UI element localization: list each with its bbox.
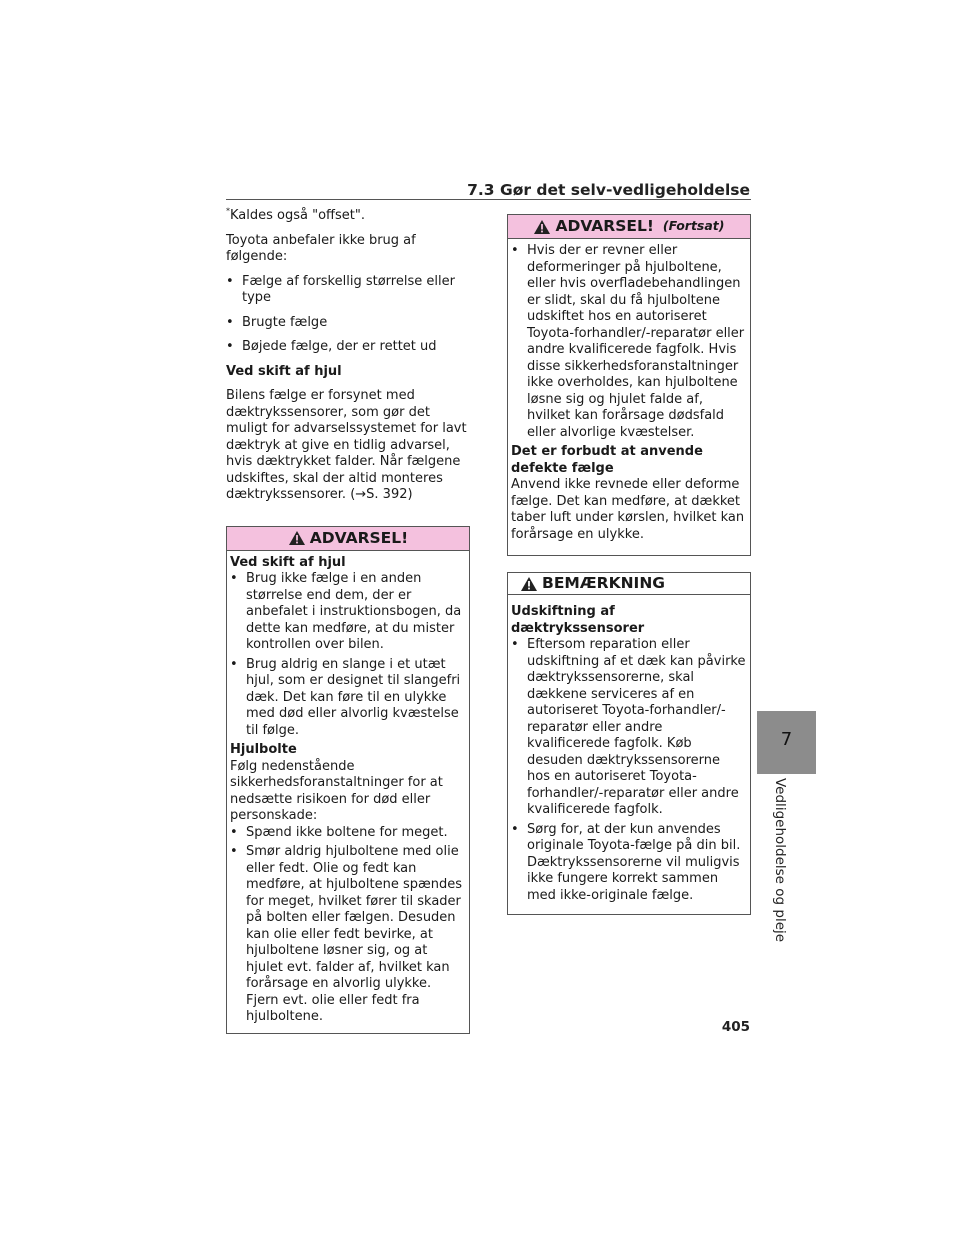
- warning-subheading: Ved skift af hjul: [230, 554, 346, 570]
- warning-body: [227, 551, 469, 1033]
- footnote-mark: *: [226, 206, 230, 216]
- list-item: • Sørg for, at der kun anvendes originale Toyota-fælge på din bil. Dæktrykssensorerne vil muligvis ikke fungere korrekt sammen med ikke-originale fælge.: [511, 821, 741, 903]
- list-item: • Hvis der er revner eller deformeringer på hjulboltene, eller hvis overfladebehandlingen er slidt, skal du få hjulboltene udskiftet hos en autoriseret Toyota-forhandler/-reparatør eller andre kvalificerede fagfolk. Hvis disse sikkerhedsforanstaltninger ikke overholdes, kan hjulboltene løsne sig og hjulet falde af, hvilket kan forårsage dødsfald eller alvorlige kvæstelser.: [511, 243, 745, 440]
- list-item: • Brug aldrig en slange i et utæt hjul, som er designet til slangefri dæk. Det kan føre til en ulykke med død eller alvorlig kvæstelse til følge.: [230, 656, 461, 738]
- warning-box: [226, 526, 470, 1034]
- chapter-label: Vedligeholdelse og pleje: [772, 778, 788, 943]
- list-item: • Bøjede fælge, der er rettet ud: [226, 339, 437, 354]
- section-title: 7.3 Gør det selv-vedligeholdelse: [467, 181, 750, 199]
- warning-continued-header: [508, 215, 750, 239]
- warning-triangle-icon: [288, 530, 306, 546]
- header-rule: [226, 199, 751, 200]
- note-body: [508, 595, 750, 914]
- list-item: • Fælge af forskellig størrelse eller type: [226, 273, 455, 305]
- chapter-number: 7: [780, 729, 793, 750]
- left-column: [226, 208, 470, 1034]
- intro-text: Toyota anbefaler ikke brug af følgende:: [226, 232, 416, 264]
- list-item: • Smør aldrig hjulboltene med olie eller fedt. Olie og fedt kan medføre, at hjulboltene spændes for meget, hvilket fører til skader på bolten eller fælgen. Desuden kan olie eller fedt bevirke, at hjulboltene løsner sig, og at hjulet evt. falder af, hvilket kan forårsage en alvorlig ulykke. Fjern evt. olie eller fedt fra hjulboltene.: [230, 844, 462, 1024]
- warning-subheading: Hjulbolte: [230, 742, 297, 757]
- list-item: • Brug ikke fælge i en anden størrelse end dem, der er anbefalet i instruktionsbogen, da dette kan medføre, at du mister kontrollen over bilen.: [230, 571, 462, 652]
- warning-title: ADVARSEL!: [555, 217, 654, 236]
- page-number: 405: [721, 1019, 750, 1035]
- warning-continued-body: [508, 239, 750, 555]
- warning-title: ADVARSEL!: [309, 528, 409, 547]
- list-item: • Brugte fælge: [226, 314, 328, 330]
- warning-paragraph: Følg nedenstående sikkerhedsforanstaltninger for at nedsætte risikoen for død eller personskade:: [230, 758, 443, 823]
- warning-triangle-icon: [533, 219, 551, 235]
- wheel-paragraph: Bilens fælge er forsynet med dæktrykssensorer, som gør det muligt for advarselssystemet for lavt dæktryk at give en tidlig advarsel, hvis dæktrykket falder. Når fælgene udskiftes, skal der altid monteres dæktrykssensorer. (→S. 392): [226, 388, 467, 502]
- note-box: [507, 572, 751, 915]
- notice-icon: [520, 576, 538, 592]
- footnote: [226, 208, 470, 225]
- list-item: • Eftersom reparation eller udskiftning af et dæk kan påvirke dæktrykssensorerne, skal dækkene serviceres af en autoriseret Toyota-forhandler/-reparatør eller andre kvalificerede fagfolk. Køb desuden dæktrykssensorerne hos en autoriseret Toyota-forhandler/-reparatør eller andre kvalificerede fagfolk.: [511, 637, 746, 817]
- note-subheading: Udskiftning af dæktrykssensorer: [511, 604, 645, 636]
- warning-continued-box: [507, 214, 751, 556]
- list-item: • Spænd ikke boltene for meget.: [230, 824, 448, 840]
- warning-subheading: Det er forbudt at anvende defekte fælge: [511, 444, 703, 476]
- note-header: [508, 573, 750, 595]
- footnote-text: Kaldes også "offset".: [230, 208, 365, 223]
- note-title: BEMÆRKNING: [542, 574, 666, 593]
- right-column: [507, 214, 751, 915]
- continued-label: (Fortsat): [662, 218, 725, 234]
- heading-wheel-change: Ved skift af hjul: [226, 363, 342, 379]
- warning-paragraph: Anvend ikke revnede eller deforme fælge. Det kan medføre, at dækket taber luft under kørslen, hvilket kan forårsage en ulykke.: [511, 477, 745, 542]
- warning-header: [227, 527, 469, 551]
